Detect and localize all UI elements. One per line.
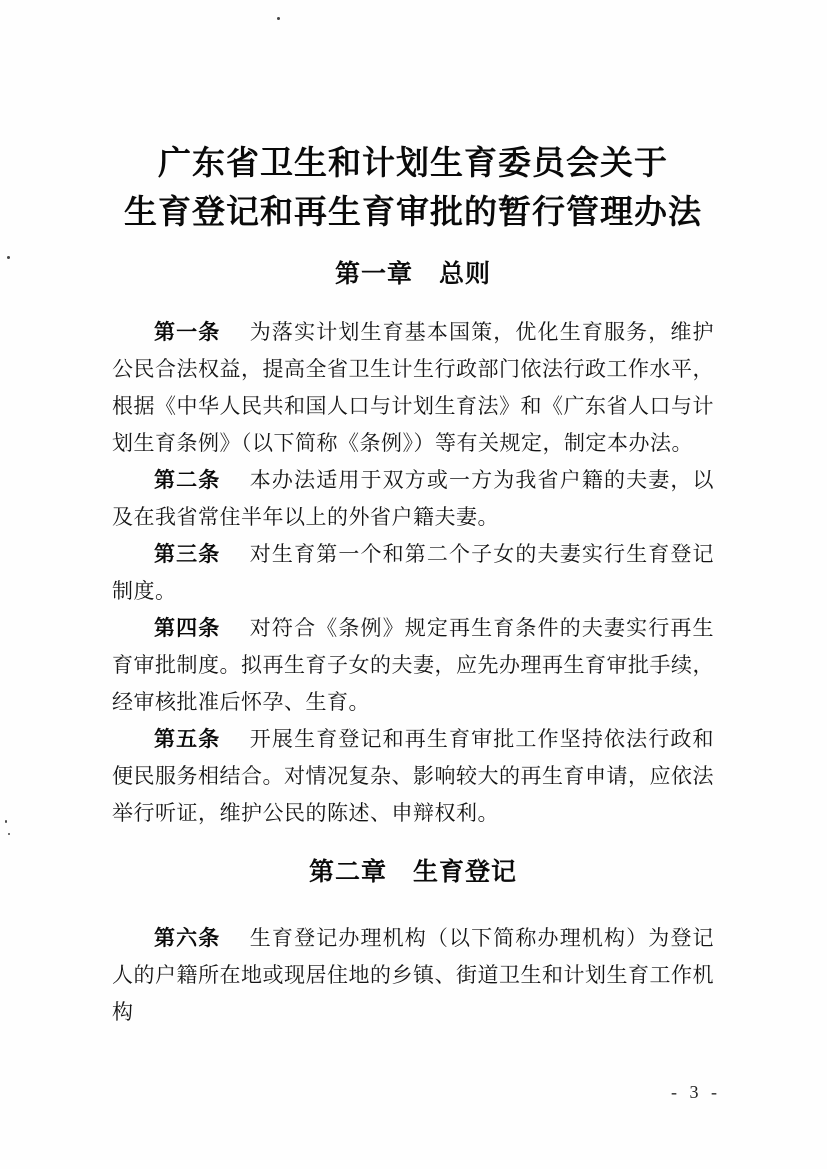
article-6 bbox=[112, 920, 714, 1031]
document-content bbox=[112, 0, 714, 1031]
article-2-label: 第二条 bbox=[154, 469, 221, 492]
article-3-label: 第三条 bbox=[154, 543, 221, 566]
article-5-text: 开展生育登记和再生育审批工作坚持依法行政和便民服务相结合。对情况复杂、影响较大的再生育申请，应依法举行听证，维护公民的陈述、申辩权利。 bbox=[112, 727, 715, 825]
page-number: - 3 - bbox=[671, 1082, 721, 1102]
document-title bbox=[112, 138, 714, 236]
document-title-line-2: 生育登记和再生育审批的暂行管理办法 bbox=[124, 193, 702, 230]
article-2-text: 本办法适用于双方或一方为我省户籍的夫妻，以及在我省常住半年以上的外省户籍夫妻。 bbox=[112, 468, 715, 529]
article-1-text: 为落实计划生育基本国策，优化生育服务，维护公民合法权益，提高全省卫生计生行政部门依法行政工作水平，根据《中华人民共和国人口与计划生育法》和《广东省人口与计划生育条例》（以下简称《条例》）等有关规定，制定本办法。 bbox=[112, 320, 715, 455]
article-1-label: 第一条 bbox=[154, 321, 221, 344]
article-1 bbox=[112, 314, 714, 462]
chapter-1-heading: 第一章 总则 bbox=[334, 260, 491, 288]
article-5-label: 第五条 bbox=[154, 728, 221, 751]
article-4-label: 第四条 bbox=[154, 617, 221, 640]
chapter-2-body bbox=[112, 920, 714, 1031]
article-6-label: 第六条 bbox=[154, 927, 221, 950]
article-5 bbox=[112, 721, 714, 832]
document-title-line-1: 广东省卫生和计划生育委员会关于 bbox=[158, 144, 668, 181]
scan-speck bbox=[7, 256, 10, 259]
article-3-text: 对生育第一个和第二个子女的夫妻实行生育登记制度。 bbox=[112, 542, 715, 603]
article-2 bbox=[112, 462, 714, 536]
article-4 bbox=[112, 610, 714, 721]
article-4-text: 对符合《条例》规定再生育条件的夫妻实行再生育审批制度。拟再生育子女的夫妻，应先办理再生育审批手续，经审核批准后怀孕、生育。 bbox=[112, 616, 715, 714]
scan-speck bbox=[8, 833, 10, 835]
chapter-1-body bbox=[112, 314, 714, 832]
chapter-2-heading: 第二章 生育登记 bbox=[308, 858, 517, 886]
scan-speck bbox=[5, 820, 7, 823]
article-6-text: 生育登记办理机构（以下简称办理机构）为登记人的户籍所在地或现居住地的乡镇、街道卫生和计划生育工作机构 bbox=[112, 926, 715, 1024]
article-3 bbox=[112, 536, 714, 610]
